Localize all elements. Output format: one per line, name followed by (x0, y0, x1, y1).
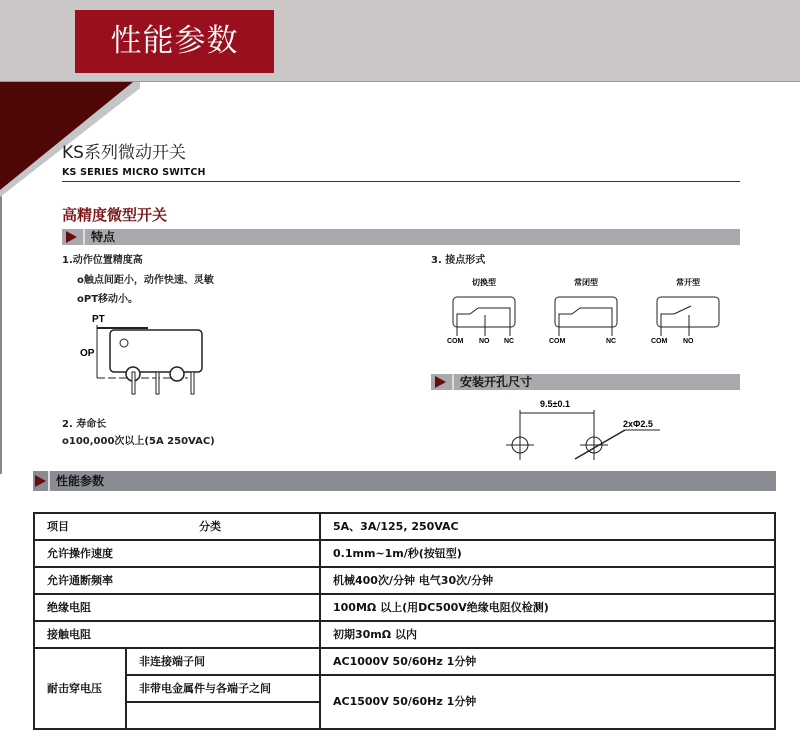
contact-changeover (447, 277, 515, 345)
row-label: 允许通断频率 (34, 567, 320, 594)
corner-decoration (0, 82, 140, 197)
feature-1b: oPT移动小。 (77, 294, 139, 305)
table-row (34, 594, 775, 621)
svg-text:2xΦ2.5: 2xΦ2.5 (623, 419, 653, 429)
breakdown-sub (126, 702, 320, 729)
mounting-diagram (500, 395, 680, 465)
breakdown-label: 耐击穿电压 (34, 648, 126, 729)
contact-normally-closed (549, 277, 617, 345)
svg-text:PT: PT (92, 314, 105, 325)
feature-2a: o100,000次以上(5A 250VAC) (62, 436, 215, 447)
svg-text:NC: NC (606, 338, 617, 345)
arrow-icon (35, 475, 46, 487)
row-label: 允许操作速度 (34, 540, 320, 567)
table-header-row (34, 513, 775, 540)
table-row (34, 648, 775, 675)
row-value: 初期30mΩ 以内 (320, 621, 775, 648)
svg-text:常开型: 常开型 (676, 278, 700, 287)
feature-2: 2. 寿命长 (62, 419, 107, 430)
mounting-bar (431, 374, 740, 390)
row-label: 绝缘电阻 (34, 594, 320, 621)
svg-text:切换型: 切换型 (472, 278, 496, 287)
performance-bar (33, 471, 776, 491)
series-title: KS系列微动开关 (62, 143, 186, 163)
breakdown-value: AC1000V 50/60Hz 1分钟 (320, 648, 775, 675)
features-bar (62, 229, 740, 245)
mounting-bar-label: 安装开孔尺寸 (460, 375, 533, 389)
svg-text:OP: OP (80, 348, 95, 359)
switch-diagram (78, 310, 208, 405)
contact-normally-open (651, 277, 719, 345)
top-banner (0, 0, 800, 82)
performance-table (33, 512, 776, 730)
header-value: 5A、3A/125, 250VAC (320, 513, 775, 540)
header-category: 分类 (199, 519, 221, 533)
feature-3: 3. 接点形式 (431, 255, 486, 266)
svg-text:COM: COM (549, 338, 566, 345)
divider (62, 181, 740, 182)
feature-1: 1.动作位置精度高 (62, 255, 143, 266)
table-row (34, 675, 775, 702)
performance-bar-label: 性能参数 (56, 474, 105, 488)
table-row (34, 567, 775, 594)
contact-diagrams (445, 272, 735, 347)
arrow-icon (66, 231, 77, 243)
banner-title: 性能参数 (75, 10, 274, 73)
arrow-icon (435, 376, 446, 388)
breakdown-value: AC1500V 50/60Hz 1分钟 (320, 675, 775, 729)
svg-text:NO: NO (683, 338, 694, 345)
svg-text:9.5±0.1: 9.5±0.1 (540, 399, 570, 409)
breakdown-sub: 非连接端子间 (126, 648, 320, 675)
table-row (34, 540, 775, 567)
row-value: 0.1mm~1m/秒(按钮型) (320, 540, 775, 567)
svg-text:NC: NC (504, 338, 515, 345)
row-value: 机械400次/分钟 电气30次/分钟 (320, 567, 775, 594)
features-bar-label: 特点 (91, 230, 116, 244)
svg-text:COM: COM (651, 338, 668, 345)
svg-text:常闭型: 常闭型 (574, 278, 598, 287)
svg-text:NO: NO (479, 338, 490, 345)
breakdown-sub: 非带电金属件与各端子之间 (126, 675, 320, 702)
row-label: 接触电阻 (34, 621, 320, 648)
section-heading: 高精度微型开关 (62, 206, 168, 224)
row-value: 100MΩ 以上(用DC500V绝缘电阻仪检测) (320, 594, 775, 621)
svg-text:COM: COM (447, 338, 464, 345)
header-item: 项目 (47, 519, 69, 533)
series-title-en: KS SERIES MICRO SWITCH (62, 167, 206, 178)
table-row (34, 621, 775, 648)
feature-1a: o触点间距小，动作快速、灵敏 (77, 275, 214, 286)
